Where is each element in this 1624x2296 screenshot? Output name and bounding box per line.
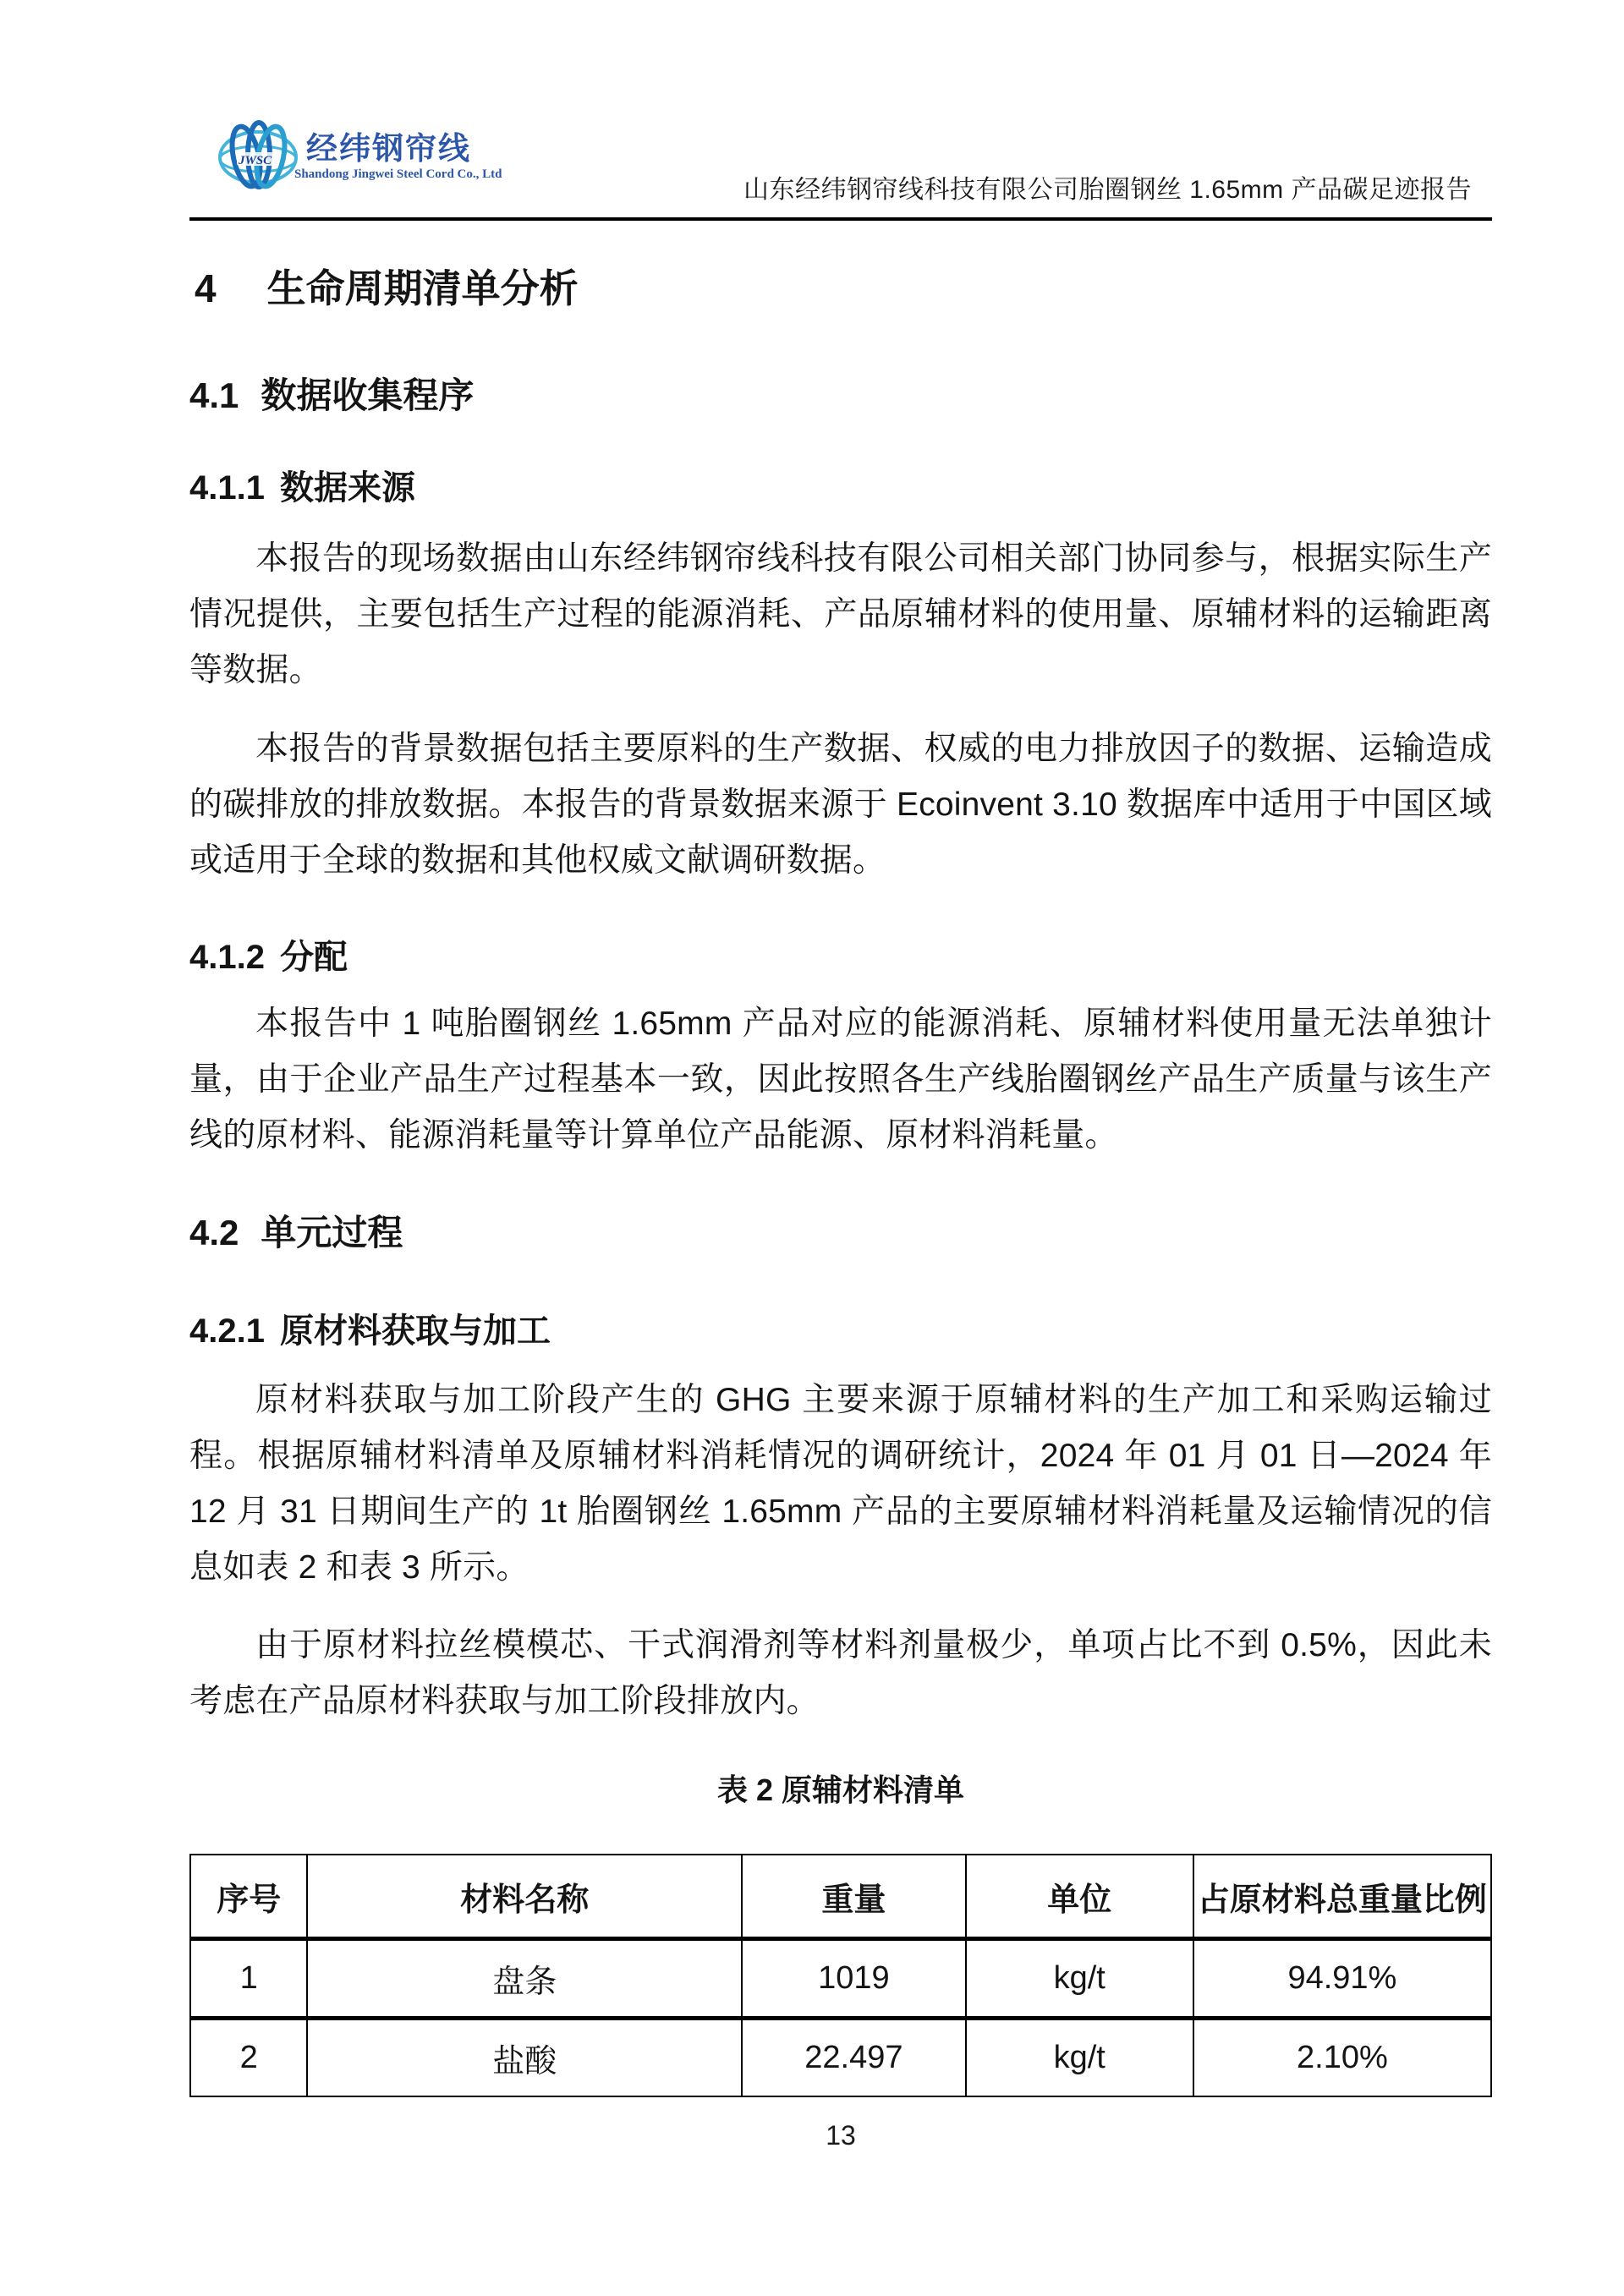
heading-number: 4 [195,266,217,310]
table-row [190,2019,1491,2097]
heading-4-1-1 [189,469,1492,507]
raw-material-table [189,1854,1492,2097]
globe-logo-icon [215,117,301,196]
heading-text: 分配 [279,939,348,976]
paragraph-data-source-1: 本报告的现场数据由山东经纬钢帘线科技有限公司相关部门协同参与，根据实际生产情况提供，主要包括生产过程的能源消耗、产品原辅材料的使用量、原辅材料的运输距离等数据。 [189,540,1492,688]
heading-4-1-2 [189,939,1492,976]
heading-number: 4.2 [189,1213,239,1252]
heading-number: 4.1.2 [189,939,265,976]
table-cell: 盐酸 [307,2019,742,2097]
page-header [189,0,1492,221]
heading-4-2-1 [189,1312,1492,1350]
table-cell: 1019 [742,1939,966,2019]
paragraph-exclusion-note: 由于原材料拉丝模模芯、干式润滑剂等材料剂量极少，单项占比不到 0.5%，因此未考虑在产品原材料获取与加工阶段排放内。 [189,1627,1492,1719]
logo-english-name: Shandong Jingwei Steel Cord Co., Ltd [294,167,502,181]
table-row [190,1939,1491,2019]
logo-chinese-name: 经纬钢帘线 [306,130,471,166]
paragraph-data-source-2: 本报告的背景数据包括主要原料的生产数据、权威的电力排放因子的数据、运输造成的碳排放的排放数据。本报告的背景数据来源于 Ecoinvent 3.10 数据库中适用于中国区域或适用于全球的数据和其他权威文献调研数据。 [189,731,1492,879]
column-header: 材料名称 [307,1855,742,1939]
table-cell: 22.497 [742,2019,966,2097]
table-cell: 1 [190,1939,307,2019]
paragraph-raw-material: 原材料获取与加工阶段产生的 GHG 主要来源于原辅材料的生产加工和采购运输过程。根据原辅材料清单及原辅材料消耗情况的调研统计，2024 年 01 月 01 日—2024 年 12 月 31 日期间生产的 1t 胎圈钢丝 1.65mm 产品的主要原辅材料消耗量及运输情况的信息如表 2 和表 3 所示。 [189,1382,1492,1586]
logo-text-block [294,130,502,182]
document-header-title: 山东经纬钢帘线科技有限公司胎圈钢丝 1.65mm 产品碳足迹报告 [743,176,1472,204]
heading-text: 原材料获取与加工 [279,1312,551,1350]
heading-text: 数据来源 [279,469,415,507]
heading-text: 数据收集程序 [261,375,475,415]
heading-chapter-4 [189,268,1492,309]
column-header: 序号 [190,1855,307,1939]
page-number: 13 [826,2120,856,2151]
column-header: 单位 [966,1855,1193,1939]
table-cell: 盘条 [307,1939,742,2019]
table-cell: kg/t [966,2019,1193,2097]
company-logo [215,117,502,196]
table-cell: kg/t [966,1939,1193,2019]
table-2-caption: 表 2 原辅材料清单 [716,1773,965,1807]
heading-number: 4.1 [189,375,239,415]
heading-text: 单元过程 [261,1213,403,1252]
paragraph-allocation: 本报告中 1 吨胎圈钢丝 1.65mm 产品对应的能源消耗、原辅材料使用量无法单独计量，由于企业产品生产过程基本一致，因此按照各生产线胎圈钢丝产品生产质量与该生产线的原材料、能源消耗量等计算单位产品能源、原材料消耗量。 [189,1006,1492,1153]
column-header: 重量 [742,1855,966,1939]
column-header: 占原材料总重量比例 [1193,1855,1491,1939]
table-cell: 2.10% [1193,2019,1491,2097]
heading-number: 4.2.1 [189,1312,265,1350]
heading-4-1 [189,376,1492,415]
heading-number: 4.1.1 [189,469,265,507]
table-cell: 94.91% [1193,1939,1491,2019]
heading-4-2 [189,1214,1492,1252]
heading-text: 生命周期清单分析 [266,266,579,310]
page-content [189,0,1492,2152]
globe-logo-text: JWSC [239,154,272,167]
table-cell: 2 [190,2019,307,2097]
table-header-row [190,1855,1491,1939]
